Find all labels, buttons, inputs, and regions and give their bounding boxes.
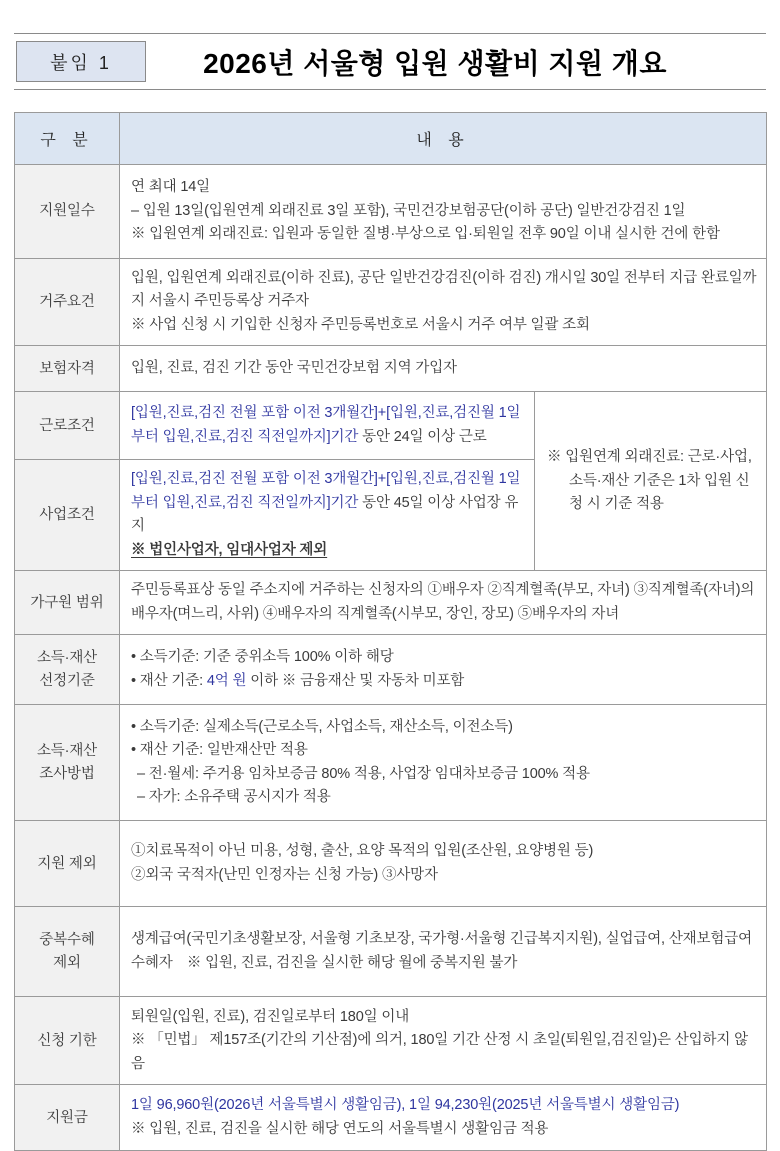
condition-period-text: [입원,진료,검진 전월 포함 이전 3개월간]+[입원,진료,검진월 1일부터 입원,진료,검진 직전일까지]기간	[131, 471, 521, 511]
content-line: ※ 입원연계 외래진료: 입원과 동일한 질병·부상으로 입·퇴원일 전후 90일 이내 실시한 건에 한함	[131, 226, 720, 243]
condition-rest-text: 동안 45일 이상 사업장 유지	[131, 494, 519, 535]
document-header	[14, 33, 766, 90]
row-label: 지원금	[15, 1085, 120, 1151]
row-label: 사업조건	[15, 460, 120, 571]
side-note-cell	[535, 392, 767, 571]
row-content	[120, 392, 535, 460]
content-line: – 자가: 소유주택 공시지가 적용	[137, 789, 331, 806]
row-label: 가구원 범위	[15, 571, 120, 635]
row-content	[120, 997, 767, 1085]
table-row-work-condition	[15, 392, 767, 460]
row-label: 지원 제외	[15, 821, 120, 907]
row-label: 보험자격	[15, 346, 120, 392]
content-line: 입원, 진료, 검진 기간 동안 국민건강보험 지역 가입자	[131, 360, 457, 377]
row-content	[120, 571, 767, 635]
table-row-application-deadline	[15, 997, 767, 1085]
row-content	[120, 259, 767, 346]
side-note-text: ※ 입원연계 외래진료: 근로·사업, 소득·재산 기준은 1차 입원 신청 시 기준 적용	[547, 449, 752, 513]
content-line: • 재산 기준: 일반재산만 적용	[131, 742, 308, 759]
table-row-insurance	[15, 346, 767, 392]
daily-amount-text: 1일 96,960원(2026년 서울특별시 생활임금), 1일 94,230원(2025년 서울특별시 생활임금)	[131, 1097, 680, 1114]
row-label: 지원일수	[15, 165, 120, 259]
table-row-support-exclusion	[15, 821, 767, 907]
exclusion-note: ※ 법인사업자, 임대사업자 제외	[131, 541, 328, 558]
row-content	[120, 705, 767, 821]
row-content	[120, 907, 767, 997]
row-label: 소득·재산 선정기준	[15, 635, 120, 705]
table-row-support-days	[15, 165, 767, 259]
content-line: • 소득기준: 실제소득(근로소득, 사업소득, 재산소득, 이전소득)	[131, 718, 513, 735]
info-table	[14, 112, 767, 1151]
content-line: ※ 입원, 진료, 검진을 실시한 해당 연도의 서울특별시 생활임금 적용	[131, 1120, 549, 1137]
content-line: • 소득기준: 기준 중위소득 100% 이하 해당	[131, 649, 394, 666]
content-line: 입원, 입원연계 외래진료(이하 진료), 공단 일반건강검진(이하 검진) 개시일 30일 전부터 지급 완료일까지 서울시 주민등록상 거주자	[131, 270, 757, 310]
content-line: ②외국 국적자(난민 인정자는 신청 가능) ③사망자	[131, 866, 438, 883]
row-content	[120, 346, 767, 392]
content-line: – 전·월세: 주거용 임차보증금 80% 적용, 사업장 임대차보증금 100% 적용	[137, 765, 590, 782]
row-label: 소득·재산 조사방법	[15, 705, 120, 821]
content-line	[131, 468, 528, 538]
table-row-income-criteria	[15, 635, 767, 705]
row-content	[120, 821, 767, 907]
content-line: 생계급여(국민기초생활보장, 서울형 기초보장, 국가형·서울형 긴급복지지원), 실업급여, 산재보험급여 수혜자 ※ 입원, 진료, 검진을 실시한 해당 월에 중복지원 불가	[131, 931, 752, 971]
condition-rest-text: 동안 24일 이상 근로	[358, 428, 487, 445]
row-content	[120, 635, 767, 705]
table-row-duplicate-exclusion	[15, 907, 767, 997]
table-row-income-method	[15, 705, 767, 821]
content-line: • 재산 기준: 4억 원 이하 ※ 금융재산 및 자동차 미포함	[131, 672, 465, 689]
table-header-row	[15, 113, 767, 165]
content-line: ※ 사업 신청 시 기입한 신청자 주민등록번호로 서울시 거주 여부 일괄 조회	[131, 316, 590, 333]
content-line	[131, 402, 528, 449]
content-line: ①치료목적이 아닌 미용, 성형, 출산, 요양 목적의 입원(조산원, 요양병원 등)	[131, 843, 594, 860]
row-label: 중복수혜 제외	[15, 907, 120, 997]
row-label: 신청 기한	[15, 997, 120, 1085]
row-label: 근로조건	[15, 392, 120, 460]
table-row-residency	[15, 259, 767, 346]
column-header-category: 구 분	[15, 113, 120, 165]
content-line: ※ 「민법」 제157조(기간의 기산점)에 의거, 180일 기간 산정 시 초일(퇴원일,검진일)은 산입하지 않음	[131, 1032, 748, 1072]
attachment-badge: 붙임 1	[16, 41, 146, 82]
row-label: 거주요건	[15, 259, 120, 346]
content-line: 주민등록표상 동일 주소지에 거주하는 신청자의 ①배우자 ②직계혈족(부모, 자녀) ③직계혈족(자녀)의 배우자(며느리, 사위) ④배우자의 직계혈족(시부모, 장인, 장모) ⑤배우자의 자녀	[131, 582, 755, 622]
row-content	[120, 460, 535, 571]
table-row-support-amount	[15, 1085, 767, 1151]
asset-limit-value: 4억 원	[206, 672, 247, 689]
table-row-household	[15, 571, 767, 635]
page-title: 2026년 서울형 입원 생활비 지원 개요	[203, 47, 667, 79]
content-line: – 입원 13일(입원연계 외래진료 3일 포함), 국민건강보험공단(이하 공단) 일반건강검진 1일	[131, 202, 686, 219]
row-content	[120, 165, 767, 259]
condition-period-text: [입원,진료,검진 전월 포함 이전 3개월간]+[입원,진료,검진월 1일부터 입원,진료,검진 직전일까지]기간	[131, 405, 521, 445]
column-header-content: 내 용	[120, 113, 767, 165]
content-line: 퇴원일(입원, 진료), 검진일로부터 180일 이내	[131, 1008, 410, 1025]
row-content	[120, 1085, 767, 1151]
content-line: 연 최대 14일	[131, 179, 211, 196]
